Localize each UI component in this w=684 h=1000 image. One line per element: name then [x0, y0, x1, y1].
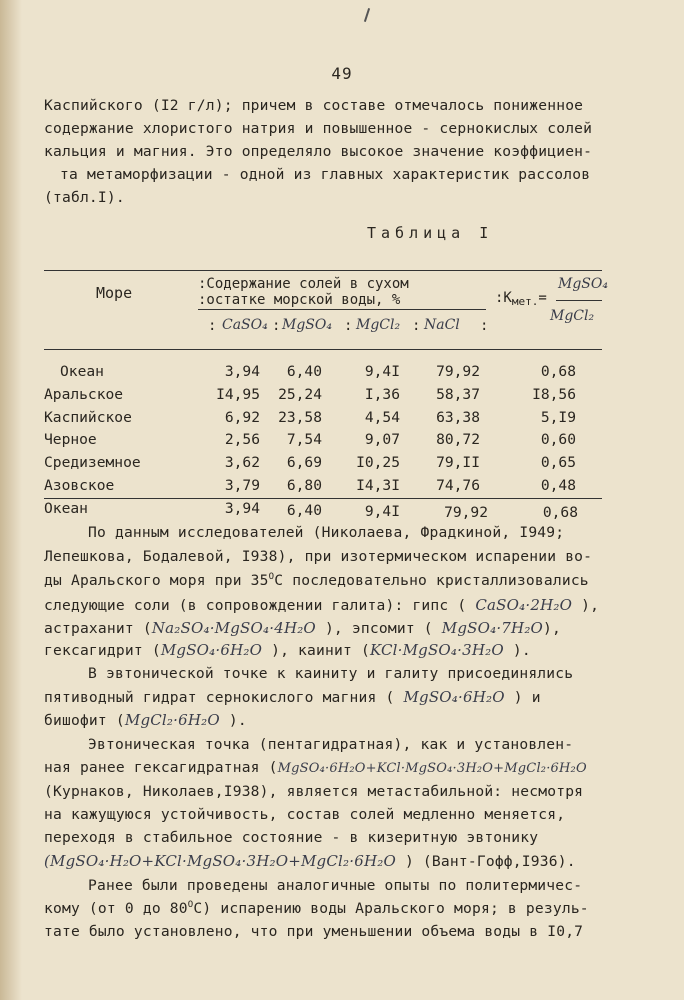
cell-caso4: 6,92: [224, 409, 260, 426]
para1-line: та метаморфизации - одной из главных характеристик рассолов: [60, 166, 591, 183]
table-bottom-rule: [44, 498, 602, 499]
para4-line: (MgSO₄·H₂O+KCl·MgSO₄·3H₂O+MgCl₂·6H₂O ) (Вант-Гофф,I936).: [44, 852, 576, 870]
para5-line: Ранее были проведены аналогичные опыты по политермичес-: [88, 877, 583, 894]
cell-nacl: 79,II: [436, 454, 480, 471]
cell-sea: Аральское: [44, 386, 124, 403]
subheader-sep: :: [272, 318, 281, 334]
table-caption: Таблица I: [367, 224, 494, 242]
formula-gypsum: CaSO₄·2H₂O: [475, 596, 573, 614]
para2-line: астраханит (Na₂SO₄·MgSO₄·4H₂O ), эпсомит ( MgSO₄·7H₂O),: [44, 619, 562, 637]
k-formula-numerator: MgSO₄: [558, 276, 608, 292]
cell-sea: Азовское: [44, 477, 115, 494]
para1-line: (табл.I).: [44, 189, 125, 206]
cell-caso4: 3,94: [224, 500, 260, 517]
cell-sea: Черное: [44, 431, 97, 448]
para4-line: Эвтоническая точка (пентагидратная), как и установлен-: [88, 736, 574, 753]
subheader-nacl: NaCl: [424, 317, 460, 333]
header-salt-content-2: :остатке морской воды, %: [198, 292, 401, 308]
cell-k: 0,60: [540, 431, 576, 448]
cell-mgso4: 25,24: [278, 386, 322, 403]
pen-mark: [364, 8, 370, 22]
cell-k: I8,56: [532, 386, 576, 403]
para2-line: Лепешкова, Бодалевой, I938), при изотермическом испарении во-: [44, 548, 593, 565]
formula-epsomite: MgSO₄·7H₂O: [441, 619, 544, 637]
cell-mgso4: 6,69: [286, 454, 322, 471]
formula-hexahydrite: MgSO₄·6H₂O: [160, 641, 263, 659]
para3-line: В эвтонической точке к каиниту и галиту присоединялись: [88, 665, 574, 682]
cell-nacl: 79,92: [444, 504, 488, 521]
table-top-rule: [44, 270, 602, 271]
subheader-mgso4: MgSO₄: [282, 317, 332, 333]
formula-kieserite-eutonic: (MgSO₄·H₂O+KCl·MgSO₄·3H₂O+MgCl₂·6H₂O: [44, 852, 396, 870]
cell-mgso4: 6,40: [286, 502, 322, 519]
table-group-rule: [198, 309, 486, 310]
cell-mgcl2: 9,07: [364, 431, 400, 448]
cell-k: 0,65: [540, 454, 576, 471]
para1-line: кальция и магния. Это определяло высокое значение коэффициен-: [44, 143, 593, 160]
cell-caso4: 2,56: [224, 431, 260, 448]
cell-mgcl2: I4,3I: [356, 477, 400, 494]
cell-mgso4: 6,40: [286, 363, 322, 380]
formula-pentahydrate: MgSO₄·6H₂O: [403, 688, 505, 706]
header-salt-content: :Содержание солей в сухом: [198, 276, 409, 292]
cell-nacl: 58,37: [436, 386, 480, 403]
subheader-sep: :: [412, 318, 421, 334]
cell-nacl: 74,76: [436, 477, 480, 494]
cell-caso4: 3,94: [224, 363, 260, 380]
para2-line: ды Аральского моря при $35^OС$ последовательно кристаллизовались: [44, 572, 589, 589]
cell-mgcl2: I,36: [364, 386, 400, 403]
para5-line: кому (от 0 до $80^OС$) испарению воды Аральского моря; в резуль-: [44, 900, 589, 917]
cell-sea: Океан: [60, 363, 104, 380]
formula-bischofite: MgCl₂·6H₂O: [124, 711, 220, 729]
formula-hexahydrate-point: MgSO₄·6H₂O+KCl·MgSO₄·3H₂O+MgCl₂·6H₂O: [277, 761, 587, 776]
para2-line: гексагидрит (MgSO₄·6H₂O ), каинит (KCl·MgSO₄·3H₂O ).: [44, 641, 531, 659]
cell-caso4: I4,95: [216, 386, 260, 403]
para4-line: переходя в стабильное состояние - в кизеритную эвтонику: [44, 829, 539, 846]
formula-kainite: KCl·MgSO₄·3H₂O: [369, 641, 504, 659]
para4-line: ная ранее гексагидратная (MgSO₄·6H₂O+KCl·MgSO₄·3H₂O+MgCl₂·6H₂O: [44, 759, 587, 776]
para4-line: (Курнаков, Николаев,I938), является метастабильной: несмотря: [44, 783, 584, 800]
cell-k: 0,48: [540, 477, 576, 494]
k-fraction-bar: [556, 300, 602, 301]
table-header-rule: [44, 349, 602, 350]
para1-line: содержание хлористого натрия и повышенное - сернокислых солей: [44, 120, 593, 137]
cell-k: 5,I9: [540, 409, 576, 426]
cell-mgcl2: 9,4I: [364, 503, 400, 520]
cell-mgso4: 23,58: [278, 409, 322, 426]
cell-mgcl2: 4,54: [364, 409, 400, 426]
subheader-sep: :: [208, 318, 217, 334]
page-number: 49: [331, 64, 353, 83]
cell-sea: Океан: [44, 500, 88, 517]
cell-k: 0,68: [542, 504, 578, 521]
k-formula-denominator: MgCl₂: [550, 308, 595, 324]
cell-mgcl2: 9,4I: [364, 363, 400, 380]
para5-line: тате было установлено, что при уменьшении объема воды в I0,7: [44, 923, 584, 940]
cell-mgcl2: I0,25: [356, 454, 400, 471]
cell-nacl: 79,92: [436, 363, 480, 380]
cell-k: 0,68: [540, 363, 576, 380]
para1-line: Каспийского (I2 г/л); причем в составе отмечалось пониженное: [44, 97, 584, 114]
cell-nacl: 63,38: [436, 409, 480, 426]
cell-mgso4: 7,54: [286, 431, 322, 448]
header-k-label: $:К_{мет.}=$: [495, 290, 547, 308]
subheader-mgcl2: MgCl₂: [356, 317, 401, 333]
subheader-caso4: CaSO₄: [222, 317, 268, 333]
cell-sea: Средиземное: [44, 454, 141, 471]
subheader-sep: :: [344, 318, 353, 334]
para4-line: на кажущуюся устойчивость, состав солей медленно меняется,: [44, 806, 566, 823]
subheader-sep: :: [480, 318, 489, 334]
para3-line: бишофит (MgCl₂·6H₂O ).: [44, 711, 247, 729]
cell-sea: Каспийское: [44, 409, 132, 426]
formula-astrakhanite: Na₂SO₄·MgSO₄·4H₂O: [151, 619, 316, 637]
cell-mgso4: 6,80: [286, 477, 322, 494]
cell-caso4: 3,79: [224, 477, 260, 494]
cell-nacl: 80,72: [436, 431, 480, 448]
para2-line: следующие соли (в сопровождении галита): гипс ( CaSO₄·2H₂O ),: [44, 596, 600, 614]
header-sea: Море: [96, 284, 133, 302]
para3-line: пятиводный гидрат сернокислого магния ( MgSO₄·6H₂O ) и: [44, 688, 541, 706]
para2-line: По данным исследователей (Николаева, Фрадкиной, I949;: [88, 524, 565, 541]
cell-caso4: 3,62: [224, 454, 260, 471]
